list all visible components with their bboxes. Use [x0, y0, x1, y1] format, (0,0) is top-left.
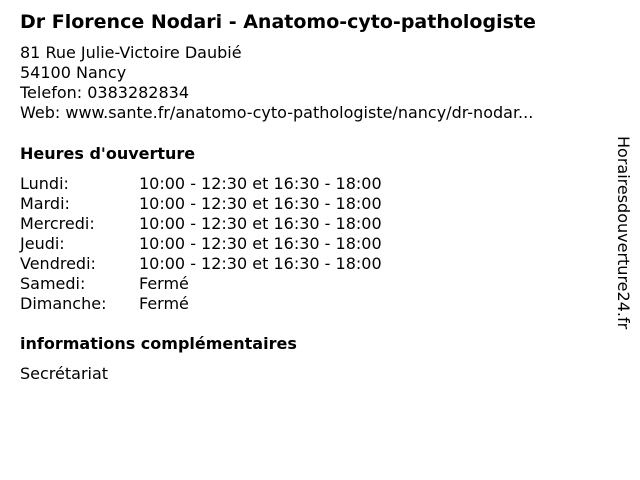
day-label: Dimanche:	[20, 294, 107, 313]
additional-info-heading: informations complémentaires	[20, 334, 297, 353]
time-value: 10:00 - 12:30 et 16:30 - 18:00	[139, 214, 382, 233]
address-block	[20, 43, 533, 123]
time-value: 10:00 - 12:30 et 16:30 - 18:00	[139, 254, 382, 273]
time-value: 10:00 - 12:30 et 16:30 - 18:00	[139, 194, 382, 213]
phone-line: Telefon: 0383282834	[20, 83, 190, 102]
day-label: Vendredi:	[20, 254, 96, 273]
time-value: Fermé	[139, 294, 189, 313]
day-label: Jeudi:	[20, 234, 65, 253]
city-postcode: 54100 Nancy	[20, 63, 127, 82]
page-title: Dr Florence Nodari - Anatomo-cyto-pathologiste	[20, 11, 536, 33]
additional-info-text: Secrétariat	[20, 364, 109, 383]
site-brand-vertical[interactable]	[612, 136, 634, 346]
time-value: 10:00 - 12:30 et 16:30 - 18:00	[139, 234, 382, 253]
time-value: Fermé	[139, 274, 189, 293]
street-address: 81 Rue Julie-Victoire Daubié	[20, 43, 242, 62]
opening-hours-heading: Heures d'ouverture	[20, 144, 196, 163]
website-line[interactable]: Web: www.sante.fr/anatomo-cyto-pathologiste/nancy/dr-nodar...	[20, 103, 534, 122]
day-label: Mercredi:	[20, 214, 95, 233]
day-label: Samedi:	[20, 274, 86, 293]
site-brand-text: Horairesdouverture24.fr	[614, 136, 633, 330]
time-value: 10:00 - 12:30 et 16:30 - 18:00	[139, 174, 382, 193]
day-label: Lundi:	[20, 174, 69, 193]
day-label: Mardi:	[20, 194, 70, 213]
